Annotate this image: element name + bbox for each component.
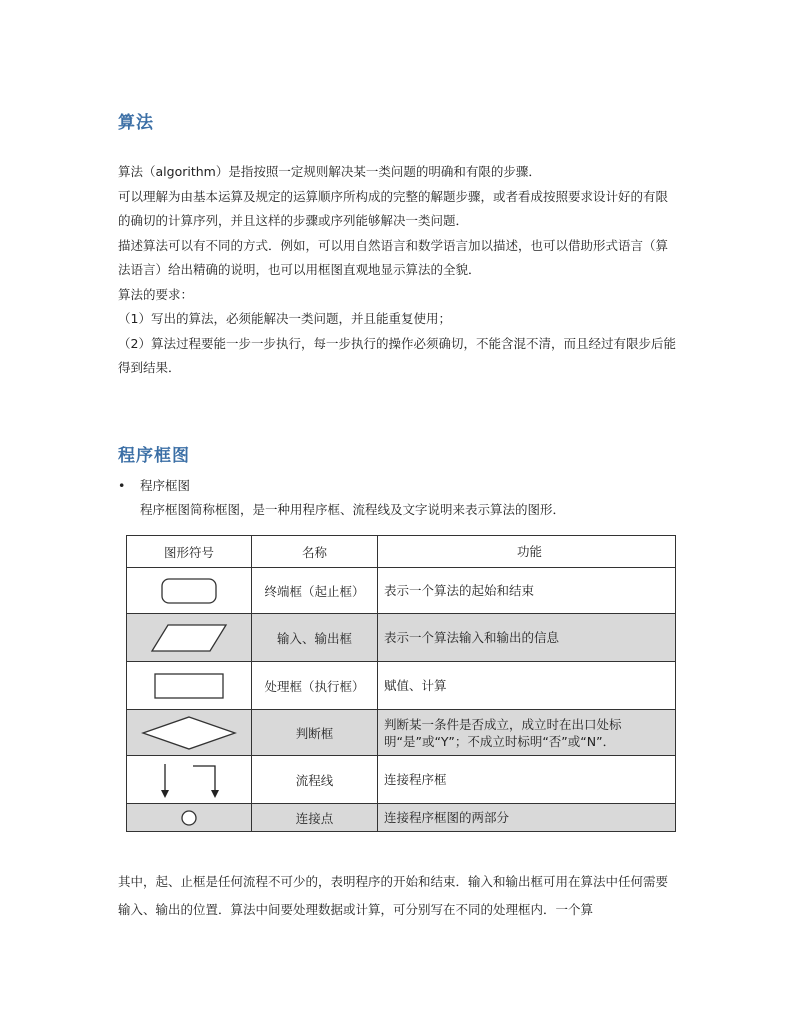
table-cell: 连接点 [252,804,378,832]
table-cell: 连接程序框图的两部分 [378,804,676,832]
paragraph: 可以理解为由基本运算及规定的运算顺序所构成的完整的解题步骤，或者看成按照要求设计好的有限的确切的计算序列，并且这样的步骤或序列能够解决一类问题． [118,188,669,228]
paragraph: 算法的要求： [118,286,194,302]
paragraph: 算法（algorithm）是指按照一定规则解决某一类问题的明确和有限的步骤． [118,164,541,179]
table-row [127,614,676,662]
io-parallelogram-icon [150,622,228,654]
flow-line-arrows-icon [157,760,221,800]
table-header-cell: 图形符号 [127,536,252,568]
decision-diamond-icon [141,715,237,751]
table-header-cell: 功能 [378,536,676,568]
table-cell: 流程线 [252,756,378,804]
bullet-icon: • [118,478,126,493]
terminal-shape-icon [159,576,219,606]
table-header-cell: 名称 [252,536,378,568]
table-cell: 连接程序框 [378,756,676,804]
paragraph: （2）算法过程要能一步一步执行，每一步执行的操作必须确切，不能含混不清，而且经过有限步后能得到结果． [118,335,676,375]
flowchart-symbol-table [126,535,676,832]
table-row [127,804,676,832]
closing-paragraph: 其中，起、止框是任何流程不可少的，表明程序的开始和结束．输入和输出框可用在算法中任何需要输入、输出的位置．算法中间要处理数据或计算，可分别写在不同的处理框内．一个算 [118,874,669,917]
table-cell: 终端框（起止框） [252,568,378,614]
table-cell: 表示一个算法的起始和结束 [378,568,676,614]
table-header-row [127,536,676,568]
table-row [127,662,676,710]
table-cell: 赋值、计算 [378,662,676,710]
table-cell: 判断框 [252,710,378,756]
paragraph: （1）写出的算法，必须能解决一类问题，并且能重复使用； [118,311,451,326]
table-row [127,756,676,804]
table-cell: 输入、输出框 [252,614,378,662]
table-row [127,710,676,756]
connector-circle-icon [179,808,199,828]
section-title-flowchart: 程序框图 [118,446,190,466]
table-cell: 判断某一条件是否成立，成立时在出口处标明“是”或“Y”；不成立时标明“否”或“N”． [378,710,676,756]
paragraph: 描述算法可以有不同的方式．例如，可以用自然语言和数学语言加以描述，也可以借助形式语言（算法语言）给出精确的说明，也可以用框图直观地显示算法的全貌． [118,237,669,277]
table-row [127,568,676,614]
bullet-description: 程序框图简称框图，是一种用程序框、流程线及文字说明来表示算法的图形． [140,502,566,517]
bullet-label: 程序框图 [140,478,191,493]
section-title-algorithm: 算法 [118,113,154,133]
table-cell: 处理框（执行框） [252,662,378,710]
table-cell: 表示一个算法输入和输出的信息 [378,614,676,662]
algorithm-body [118,160,678,381]
process-rectangle-icon [152,671,226,701]
